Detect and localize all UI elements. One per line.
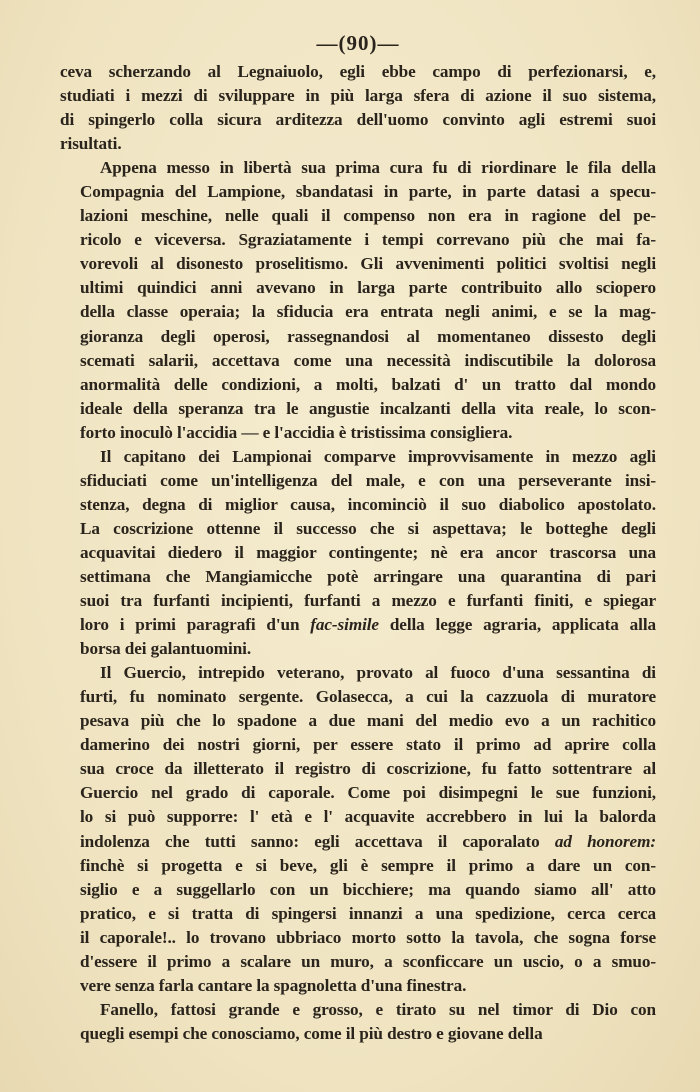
text-line: di spingerlo colla sicura arditezza dell'uomo convinto agli estremi suoi (60, 110, 656, 130)
text-line: Appena messo in libertà sua prima cura fu di riordinare le fila della (100, 158, 656, 178)
text-line: acquavitai diedero il maggior contingente; nè era ancor trascorsa una (80, 542, 656, 562)
text-line: anormalità delle condizioni, a molti, balzati d' un tratto dal mondo (80, 374, 656, 394)
text-line: studiati i mezzi di sviluppare in più larga sfera di azione il suo sistema, (60, 86, 656, 106)
paragraph (60, 60, 656, 156)
text-line: lo si può supporre: l' età e l' acquavite accrebbero in lui la balorda (80, 807, 656, 827)
paragraph (60, 445, 656, 661)
text-line: Il capitano dei Lampionai comparve improvvisamente in mezzo agli (100, 446, 656, 466)
text-line: vorevoli al disonesto proselitismo. Gli avvenimenti politici svoltisi negli (80, 254, 656, 274)
text-line: sfiduciati come un'intelligenza del male, e con una perseverante insi- (80, 470, 656, 490)
text-line: gioranza degli operosi, rassegnandosi al momentaneo dissesto degli (80, 326, 656, 346)
paragraph (60, 661, 656, 998)
text-line: settimana che Mangiamicche potè arringare una quarantina di pari (80, 566, 656, 586)
text-line: il caporale!.. lo trovano ubbriaco morto sotto la tavola, che sogna forse (80, 927, 656, 947)
text-line: scemati salarii, accettava come una necessità indiscutibile la dolorosa (80, 350, 656, 370)
text-line: Compagnia del Lampione, sbandatasi in parte, in parte datasi a specu- (80, 182, 656, 202)
page-number: —(90)— (316, 31, 400, 55)
text-line: finchè si progetta e si beve, gli è sempre il primo a dare un con- (80, 855, 656, 875)
text-line: La coscrizione ottenne il successo che si aspettava; le botteghe degli (80, 518, 656, 538)
text-line: stenza, degna di miglior causa, incominciò il suo diabolico apostolato. (80, 494, 656, 514)
text-line: sua croce da illetterato il registro di coscrizione, fu fatto sottentrare al (80, 759, 656, 779)
text-line: pesava più che lo spadone a due mani del medio evo a un rachitico (80, 711, 656, 731)
body-text (60, 60, 656, 1046)
text-line: lazioni meschine, nelle quali il compenso non era in ragione del pe- (80, 206, 656, 226)
paragraph (60, 998, 656, 1046)
text-line: Fanello, fattosi grande e grosso, e tirato su nel timor di Dio con (100, 999, 656, 1019)
text-line: siglio e a suggellarlo con un bicchiere; ma quando siamo all' atto (80, 879, 656, 899)
text-line: Il Guercio, intrepido veterano, provato al fuoco d'una sessantina di (100, 663, 656, 683)
text-line: furti, fu nominato sergente. Golasecca, a cui la cazzuola di muratore (80, 687, 656, 707)
text-line: forto inoculò l'accidia — e l'accidia è tristissima consigliera. (80, 422, 513, 442)
text-line: ultimi quindici anni avevano in larga parte contribuito allo sciopero (80, 278, 656, 298)
text-line: vere senza farla cantare la spagnoletta d'una finestra. (80, 975, 467, 995)
text-line: damerino dei nostri giorni, per essere stato il primo ad aprire colla (80, 735, 656, 755)
text-line: pratico, e si tratta di spingersi innanzi a una spedizione, cerca cerca (80, 903, 656, 923)
text-line: borsa dei galantuomini. (80, 639, 252, 659)
text-line: Guercio nel grado di caporale. Come poi disimpegni le sue funzioni, (80, 783, 656, 803)
text-line: suoi tra furfanti incipienti, furfanti a mezzo e furfanti finiti, e spiegar (80, 591, 656, 611)
text-line: ideale della speranza tra le angustie incalzanti della vita reale, lo scon- (80, 398, 656, 418)
text-line: d'essere il primo a scalare un muro, a sconficcare un uscio, o a smuo- (80, 951, 656, 971)
text-line: ceva scherzando al Legnaiuolo, egli ebbe campo di perfezionarsi, e, (60, 62, 656, 81)
text-line: della classe operaia; la sfiducia era entrata negli animi, e se la mag- (80, 302, 656, 322)
text-line: quegli esempi che conosciamo, come il più destro e giovane della (80, 1023, 543, 1043)
text-line: risultati. (60, 134, 122, 154)
paragraph (60, 156, 656, 445)
text-line: loro i primi paragrafi d'un fac-simile della legge agraria, applicata alla (80, 615, 656, 635)
text-line: indolenza che tutti sanno: egli accettava il caporalato ad honorem: (80, 831, 656, 851)
text-line: ricolo e viceversa. Sgraziatamente i tempi correvano più che mai fa- (80, 230, 656, 250)
